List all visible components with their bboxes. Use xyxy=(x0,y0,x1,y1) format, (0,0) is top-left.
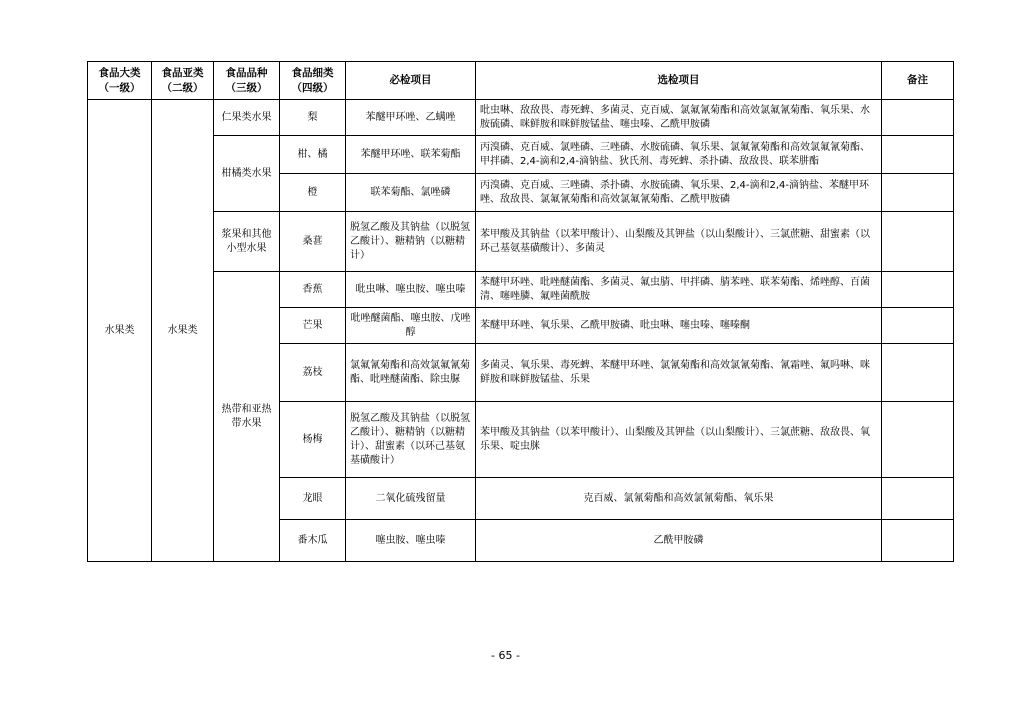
group-citrus: 柑橘类水果 xyxy=(214,136,280,212)
remarks-cell xyxy=(882,478,954,520)
table-row xyxy=(88,136,954,174)
table-row xyxy=(88,272,954,308)
inspection-table xyxy=(87,61,954,562)
item-name: 桑葚 xyxy=(280,212,346,272)
category-level2: 水果类 xyxy=(152,100,214,562)
remarks-cell xyxy=(882,174,954,212)
optional-items: 克百威、氯氰菊酯和高效氯氰菊酯、氧乐果 xyxy=(476,478,882,520)
header-row xyxy=(88,62,954,100)
remarks-cell xyxy=(882,402,954,478)
optional-items: 丙溴磷、克百威、氯唑磷、三唑磷、水胺硫磷、氧乐果、氯氟氰菊酯和高效氯氟氰菊酯、甲拌磷、2,4-滴和2,4-滴钠盐、狄氏剂、毒死蜱、杀扑磷、敌敌畏、联苯肼酯 xyxy=(476,136,882,174)
item-name: 番木瓜 xyxy=(280,520,346,562)
optional-items: 多菌灵、氧乐果、毒死蜱、苯醚甲环唑、氯氰菊酯和高效氯氰菊酯、氰霜唑、氟吗啉、咪鲜胺和咪鲜胺锰盐、乐果 xyxy=(476,344,882,402)
remarks-cell xyxy=(882,136,954,174)
remarks-cell xyxy=(882,100,954,136)
header-level2: 食品亚类（二级） xyxy=(152,62,214,100)
required-items: 吡虫啉、噻虫胺、噻虫嗪 xyxy=(346,272,476,308)
remarks-cell xyxy=(882,272,954,308)
page-number: - 65 - xyxy=(491,649,520,662)
item-name: 梨 xyxy=(280,100,346,136)
optional-items: 乙酰甲胺磷 xyxy=(476,520,882,562)
required-items: 脱氢乙酸及其钠盐（以脱氢乙酸计）、糖精钠（以糖精计） xyxy=(346,212,476,272)
optional-items: 丙溴磷、克百威、三唑磷、杀扑磷、水胺硫磷、氧乐果、2,4-滴和2,4-滴钠盐、苯醚甲环唑、敌敌畏、氯氟氰菊酯和高效氯氟氰菊酯、乙酰甲胺磷 xyxy=(476,174,882,212)
category-level1: 水果类 xyxy=(88,100,152,562)
required-items: 脱氢乙酸及其钠盐（以脱氢乙酸计）、糖精钠（以糖精计）、甜蜜素（以环己基氨基磺酸计） xyxy=(346,402,476,478)
table-row xyxy=(88,100,954,136)
remarks-cell xyxy=(882,520,954,562)
header-remarks: 备注 xyxy=(882,62,954,100)
optional-items: 吡虫啉、敌敌畏、毒死蜱、多菌灵、克百威、氯氟氰菊酯和高效氯氟氰菊酯、氧乐果、水胺硫磷、咪鲜胺和咪鲜胺锰盐、噻虫嗪、乙酰甲胺磷 xyxy=(476,100,882,136)
item-name: 香蕉 xyxy=(280,272,346,308)
optional-items: 苯甲酸及其钠盐（以苯甲酸计）、山梨酸及其钾盐（以山梨酸计）、三氯蔗糖、敌敌畏、氧乐果、啶虫脒 xyxy=(476,402,882,478)
group-pome: 仁果类水果 xyxy=(214,100,280,136)
required-items: 联苯菊酯、氯唑磷 xyxy=(346,174,476,212)
item-name: 芒果 xyxy=(280,308,346,344)
required-items: 苯醚甲环唑、联苯菊酯 xyxy=(346,136,476,174)
header-level3: 食品品种（三级） xyxy=(214,62,280,100)
group-berry: 浆果和其他小型水果 xyxy=(214,212,280,272)
header-level4: 食品细类（四级） xyxy=(280,62,346,100)
remarks-cell xyxy=(882,212,954,272)
item-name: 柑、橘 xyxy=(280,136,346,174)
item-name: 荔枝 xyxy=(280,344,346,402)
optional-items: 苯醚甲环唑、吡唑醚菌酯、多菌灵、氟虫腈、甲拌磷、腈苯唑、联苯菊酯、烯唑醇、百菌清、噻唑膦、氟唑菌酰胺 xyxy=(476,272,882,308)
optional-items: 苯醚甲环唑、氧乐果、乙酰甲胺磷、吡虫啉、噻虫嗪、噻嗪酮 xyxy=(476,308,882,344)
required-items: 二氧化硫残留量 xyxy=(346,478,476,520)
header-required: 必检项目 xyxy=(346,62,476,100)
required-items: 氯氟氰菊酯和高效氯氟氰菊酯、吡唑醚菌酯、除虫脲 xyxy=(346,344,476,402)
header-level1: 食品大类（一级） xyxy=(88,62,152,100)
item-name: 橙 xyxy=(280,174,346,212)
remarks-cell xyxy=(882,308,954,344)
required-items: 噻虫胺、噻虫嗪 xyxy=(346,520,476,562)
required-items: 苯醚甲环唑、乙螨唑 xyxy=(346,100,476,136)
item-name: 杨梅 xyxy=(280,402,346,478)
required-items: 吡唑醚菌酯、噻虫胺、戊唑醇 xyxy=(346,308,476,344)
group-tropical: 热带和亚热带水果 xyxy=(214,272,280,562)
item-name: 龙眼 xyxy=(280,478,346,520)
remarks-cell xyxy=(882,344,954,402)
header-optional: 选检项目 xyxy=(476,62,882,100)
optional-items: 苯甲酸及其钠盐（以苯甲酸计）、山梨酸及其钾盐（以山梨酸计）、三氯蔗糖、甜蜜素（以环己基氨基磺酸计）、多菌灵 xyxy=(476,212,882,272)
table-row xyxy=(88,212,954,272)
